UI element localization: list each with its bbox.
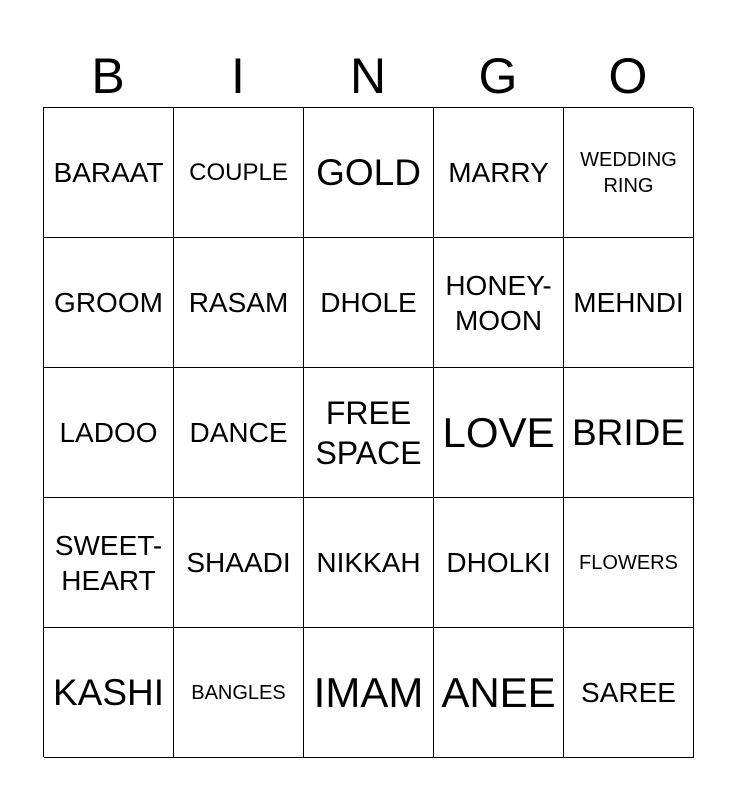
bingo-cell[interactable]: DANCE [174, 368, 304, 498]
header-letter-b: B [91, 48, 125, 104]
free-space-cell[interactable]: FREE SPACE [304, 368, 434, 498]
bingo-cell[interactable]: GROOM [44, 238, 174, 368]
bingo-cell[interactable]: ANEE [434, 628, 564, 758]
bingo-cell[interactable]: MEHNDI [564, 238, 694, 368]
bingo-cell[interactable]: BRIDE [564, 368, 694, 498]
bingo-header [43, 48, 693, 104]
bingo-cell[interactable]: NIKKAH [304, 498, 434, 628]
bingo-cell[interactable]: LOVE [434, 368, 564, 498]
header-letter-o: O [608, 48, 648, 104]
bingo-cell[interactable]: FLOWERS [564, 498, 694, 628]
bingo-cell[interactable]: SHAADI [174, 498, 304, 628]
bingo-cell[interactable]: MARRY [434, 108, 564, 238]
bingo-cell[interactable]: DHOLKI [434, 498, 564, 628]
bingo-cell[interactable]: BARAAT [44, 108, 174, 238]
bingo-cell[interactable]: HONEY- MOON [434, 238, 564, 368]
bingo-cell[interactable]: GOLD [304, 108, 434, 238]
bingo-board [43, 107, 693, 757]
bingo-cell[interactable]: COUPLE [174, 108, 304, 238]
bingo-cell[interactable]: SAREE [564, 628, 694, 758]
bingo-cell[interactable]: IMAM [304, 628, 434, 758]
bingo-cell[interactable]: RASAM [174, 238, 304, 368]
bingo-cell[interactable]: SWEET- HEART [44, 498, 174, 628]
bingo-cell[interactable]: BANGLES [174, 628, 304, 758]
bingo-cell[interactable]: DHOLE [304, 238, 434, 368]
header-letter-i: I [231, 48, 245, 104]
header-letter-g: G [478, 48, 518, 104]
bingo-cell[interactable]: LADOO [44, 368, 174, 498]
bingo-cell[interactable]: WEDDING RING [564, 108, 694, 238]
bingo-cell[interactable]: KASHI [44, 628, 174, 758]
header-letter-n: N [349, 48, 387, 104]
